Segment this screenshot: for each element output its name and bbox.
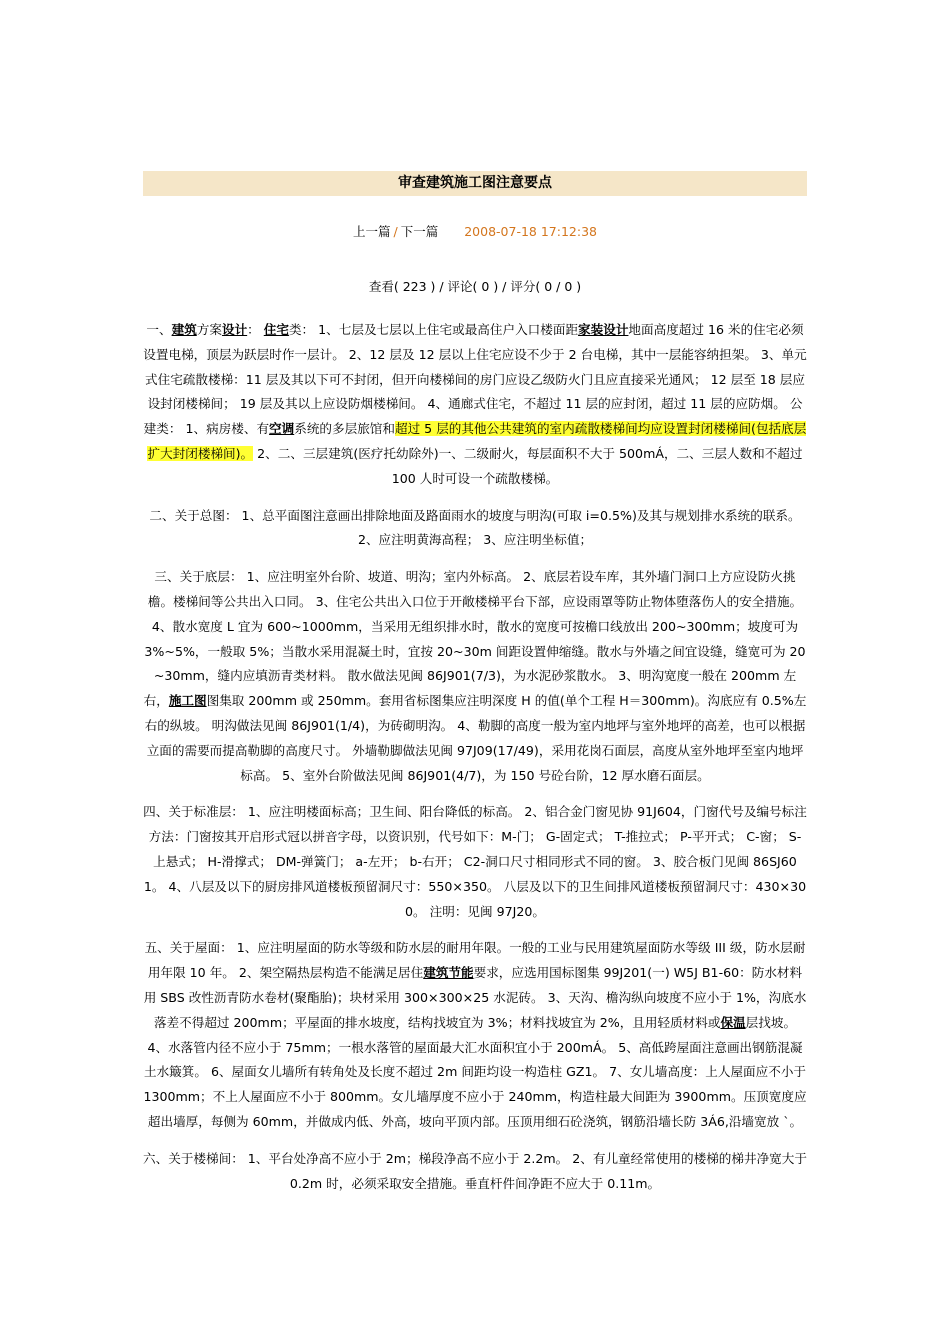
article-body [143, 318, 807, 1208]
section-1 [143, 318, 807, 492]
article-title-text: 审查建筑施工图注意要点 [398, 175, 552, 191]
section-1-text: 一、 [146, 322, 172, 337]
next-article-link[interactable]: 下一篇 [400, 224, 439, 239]
section-2: 二、关于总图： 1、总平面图注意画出排除地面及路面雨水的坡度与明沟(可取 i=0.5%)及其与规划排水系统的联系。 2、应注明黄海高程； 3、应注明坐标值； [149, 507, 801, 548]
section-1-text: 方案 [196, 322, 222, 337]
section-3-text: 三、关于底层： 1、应注明室外台阶、坡道、明沟；室内外标高。 2、底层若设车库，其外墙门洞口上方应设防火挑檐。楼梯间等公共出入口同。 3、住宅公共出入口位于开敞楼梯平台下部，应设雨罩等防止物体堕落伤人的安全措施。 4、散水宽度 L 宜为 600~1000mm，当采用无组织排水时，散水的宽度可按檐口线放出 200~300mm；坡度可为 3%~5%，一般取 5%；当散水采用混凝土时，宜按 20~30m 间距设置伸缩缝。散水与外墙之间宜设缝，缝宽可为 20~30mm，缝内应填沥青类材料。 散水做法见闽 86J901(7/3)，为水泥砂浆散水。 3、明沟宽度一般在 200mm 左右， [143, 569, 806, 709]
article-nav [143, 222, 807, 242]
section-1-text: 系统的多层旅馆和 [294, 421, 395, 437]
keyword-link-sheji[interactable]: 设计 [221, 322, 248, 337]
article-datetime: 2008-07-18 17:12:38 [464, 224, 597, 239]
keyword-link-zhuzhai[interactable]: 住宅 [263, 322, 289, 337]
section-5-text: 五、关于屋面： 1、应注明屋面的防水等级和防水层的耐用年限。一般的工业与民用建筑屋面防水等级 III 级，防水层耐用年限 10 年。 2、架空隔热层构造不能满足居住 [144, 940, 806, 981]
section-3 [143, 565, 807, 788]
article-stats: 查看( 223 ) / 评论( 0 ) / 评分( 0 / 0 ) [368, 279, 582, 294]
section-1-text: 2、二、三层建筑(医疗托幼除外)一、二级耐火，每层面积不大于 500mÁ，二、三层人数和不超过 100 人时可设一个疏散楼梯。 [253, 445, 803, 486]
highlighted-text: 超过 5 层的其他公共建筑的室内疏散楼梯间均应设置封闭楼梯间(包括底层扩大封闭楼梯间)。 [147, 421, 807, 461]
keyword-link-jianzhujieneng[interactable]: 建筑节能 [423, 965, 474, 981]
section-5-text: 层找坡。 4、水落管内径不应小于 75mm；一根水落管的屋面最大汇水面积宜小于 200mÁ。 5、高低跨屋面注意画出钢筋混凝土水簸箕。 6、屋面女儿墙所有转角处及长度不超过 2m 间距均设一构造柱 GZ1。 7、女儿墙高度：上人屋面应不小于 1300mm；不上人屋面应不小于 800mm。女儿墙厚度不应小于 240mm，构造柱最大间距为 3900mm。压顶宽度应超出墙厚，每侧为 60mm，并做成内低、外高，坡向平顶内部。压顶用细石砼浇筑，钢筋沿墙长防 3Á6,沿墙宽放 `。 [143, 1014, 807, 1129]
section-1-text: 类： 1、七层及七层以上住宅或最高住户入口楼面距 [288, 322, 579, 337]
section-1-text: ： [247, 322, 264, 337]
section-3-text: 图集取 200mm 或 250mm。套用省标图集应注明深度 H 的值(单个工程 H＝300mm)。沟底应有 0.5%左右的纵坡。 明沟做法见闽 86J901(1/4)，为砖砌明沟。 4、勒脚的高度一般为室内地坪与室外地坪的高差，也可以根据立面的需要而提高勒脚的高度尺寸。 外墙勒脚做法见闽 97J09(17/49)，采用花岗石面层，高度从室外地坪至室内地坪标高。 5、室外台阶做法见闽 86J901(4/7)，为 150 号砼台阶，12 厚水磨石面层。 [144, 693, 807, 783]
keyword-link-shigongtu[interactable]: 施工图 [168, 693, 207, 709]
section-5-text: 要求，应选用国标图集 99J201(一) W5J B1-60：防水材料用 SBS 改性沥青防水卷材(聚酯胎)；块材采用 300×300×25 水泥砖。 3、天沟、檐沟纵向坡度不应小于 1%，沟底水落差不得超过 200mm；平屋面的排水坡度，结构找坡宜为 3%；材料找坡宜为 2%，且用轻质材料或 [143, 965, 807, 1030]
keyword-link-kongtiao[interactable]: 空调 [269, 421, 295, 437]
section-5 [143, 936, 807, 1134]
article-title [143, 171, 807, 196]
nav-separator: / [393, 224, 398, 239]
section-1-text: 地面高度超过 16 米的住宅必须设置电梯，顶层为跃层时作一层计。 2、12 层及 12 层以上住宅应设不少于 2 台电梯，其中一层能容纳担架。 3、单元式住宅疏散楼梯：11 层及其以下可不封闭，但开向楼梯间的房门应设乙级防火门且应直接采光通风； 12 层至 18 层应设封闭楼梯间； 19 层及其以上应设防烟楼梯间。 4、通廊式住宅，不超过 11 层的应封闭，超过 11 层的应防烟。 公建类： 1、病房楼、有 [143, 322, 807, 437]
keyword-link-baowen[interactable]: 保温 [720, 1014, 746, 1030]
keyword-link-jiazhuangsheji[interactable]: 家装设计 [578, 322, 629, 337]
prev-article-link[interactable]: 上一篇 [352, 224, 391, 239]
section-4: 四、关于标准层： 1、应注明楼面标高；卫生间、阳台降低的标高。 2、铝合金门窗见协 91J604，门窗代号及编号标注方法：门窗按其开启形式冠以拼音字母，以资识别，代号如下：M-门； G-固定式； T-推拉式； P-平开式； C-窗； S-上悬式； H-滑撑式； DM-弹簧门； a-左开； b-右开； C2-洞口尺寸相同形式不同的窗。 3、胶合板门见闽 86SJ601。 4、八层及以下的厨房排风道楼板预留洞尺寸：550×350。 八层及以下的卫生间排风道楼板预留洞尺寸：430×300。 注明：见闽 97J20。 [143, 804, 807, 919]
keyword-link-jianzhu[interactable]: 建筑 [171, 322, 197, 337]
section-6: 六、关于楼梯间： 1、平台处净高不应小于 2m；梯段净高不应小于 2.2m。 2、有儿童经常使用的楼梯的梯井净宽大于 0.2m 时，必须采取安全措施。垂直杆件间净距不应大于 0.11m。 [143, 1150, 807, 1191]
